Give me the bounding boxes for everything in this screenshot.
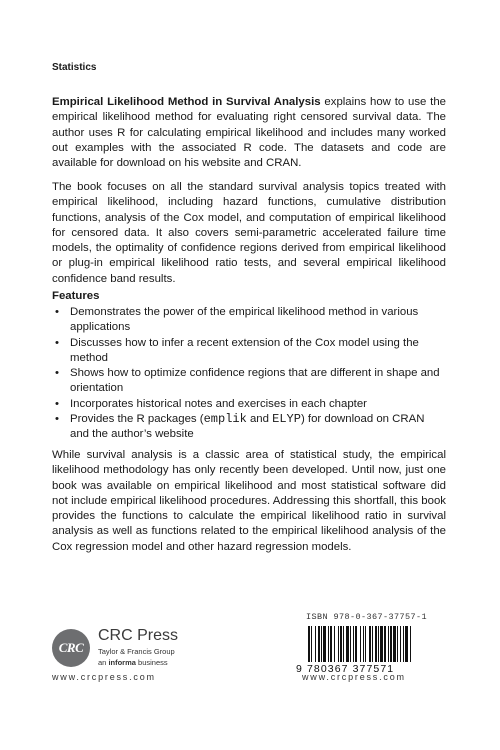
- barcode-bar: [390, 626, 392, 662]
- feature-item: • Discusses how to infer a recent extension of the Cox model using the method: [52, 336, 446, 367]
- book-title: Empirical Likelihood Method in Survival Analysis: [52, 96, 321, 108]
- feature-item: • Demonstrates the power of the empirical likelihood method in various applications: [52, 305, 446, 336]
- barcode-bar: [338, 626, 339, 662]
- features-heading: Features: [52, 290, 100, 302]
- publisher-name: CRC Press: [98, 627, 179, 644]
- barcode-bar: [334, 626, 335, 662]
- barcode-bar: [343, 626, 344, 662]
- barcode-bar: [318, 626, 320, 662]
- publisher-website: www.crcpress.com: [52, 672, 156, 682]
- isbn-label: ISBN 978-0-367-37757-1: [306, 612, 428, 622]
- barcode-bar: [372, 626, 373, 662]
- barcode-bar: [353, 626, 354, 662]
- barcode-bar: [405, 626, 408, 662]
- barcode-bar: [378, 626, 379, 662]
- barcode-bar: [340, 626, 342, 662]
- barcode-bar: [380, 626, 383, 662]
- barcode-bar: [360, 626, 361, 662]
- barcode-bar: [403, 626, 404, 662]
- barcode-bar: [315, 626, 316, 662]
- feature-item: • Shows how to optimize confidence regions that are different in shape and orientation: [52, 366, 446, 397]
- publisher-business: an informa business: [98, 658, 168, 667]
- barcode-bar: [410, 626, 411, 662]
- barcode-website: www.crcpress.com: [302, 672, 406, 682]
- barcode-bar: [400, 626, 401, 662]
- category-label: Statistics: [52, 62, 97, 73]
- features-list: [52, 305, 446, 443]
- barcode-bar: [388, 626, 389, 662]
- barcode-number: 9 780367 377571: [296, 663, 395, 675]
- barcode-bar: [365, 626, 366, 662]
- barcode-bar: [393, 626, 396, 662]
- topics-paragraph: The book focuses on all the standard survival analysis topics treated with empirical likelihood, including hazard functions, cumulative distribution functions, analysis of the Cox model, and computation of empirical likelihood for censored data. It also covers semi-parametric accelerated failure time models, the optimality of confidence regions derived from empirical likelihood or plug-in empirical likelihood ratio tests, and several empirical likelihood confidence band results.: [52, 181, 446, 285]
- feature-item: • Provides the R packages (emplik and ELYP) for download on CRAN and the author’s website: [52, 412, 446, 443]
- barcode-bar: [321, 626, 322, 662]
- barcode-bar: [363, 626, 364, 662]
- barcode-bar: [375, 626, 377, 662]
- barcode-bar: [323, 626, 326, 662]
- barcode-bar: [346, 626, 349, 662]
- package-name-elyp: ELYP: [272, 412, 301, 427]
- publisher-group: Taylor & Francis Group: [98, 647, 175, 656]
- barcode-bar: [328, 626, 329, 662]
- barcode-bar: [397, 626, 398, 662]
- barcode-bar: [355, 626, 357, 662]
- barcode-bar: [384, 626, 386, 662]
- closing-paragraph: While survival analysis is a classic area of statistical study, the empirical likelihood methodology has only recently been developed. Until now, just one book was available on empirical likelihood and most statistical software did not include empirical likelihood procedures. Addressing this shortfall, this book provides the functions to calculate the empirical likelihood ratio in survival analysis as well as functions related to the empirical likelihood analysis of the Cox regression model and other hazard regression models.: [52, 449, 446, 553]
- barcode-bar: [308, 626, 310, 662]
- intro-text: explains how to use the empirical likelihood method for evaluating right censored survival data. The author uses R for calculating empirical likelihood and includes many worked out examples with the associated R code. The datasets and code are available for download on his website and CRAN.: [52, 96, 446, 170]
- package-name-emplik: emplik: [203, 412, 247, 427]
- barcode-bar: [350, 626, 351, 662]
- barcode-bar: [311, 626, 312, 662]
- feature-item: • Incorporates historical notes and exercises in each chapter: [52, 397, 446, 412]
- crc-logo-icon: CRC: [52, 629, 90, 667]
- barcode-bar: [369, 626, 371, 662]
- barcode-bar: [330, 626, 332, 662]
- intro-paragraph: [52, 95, 446, 171]
